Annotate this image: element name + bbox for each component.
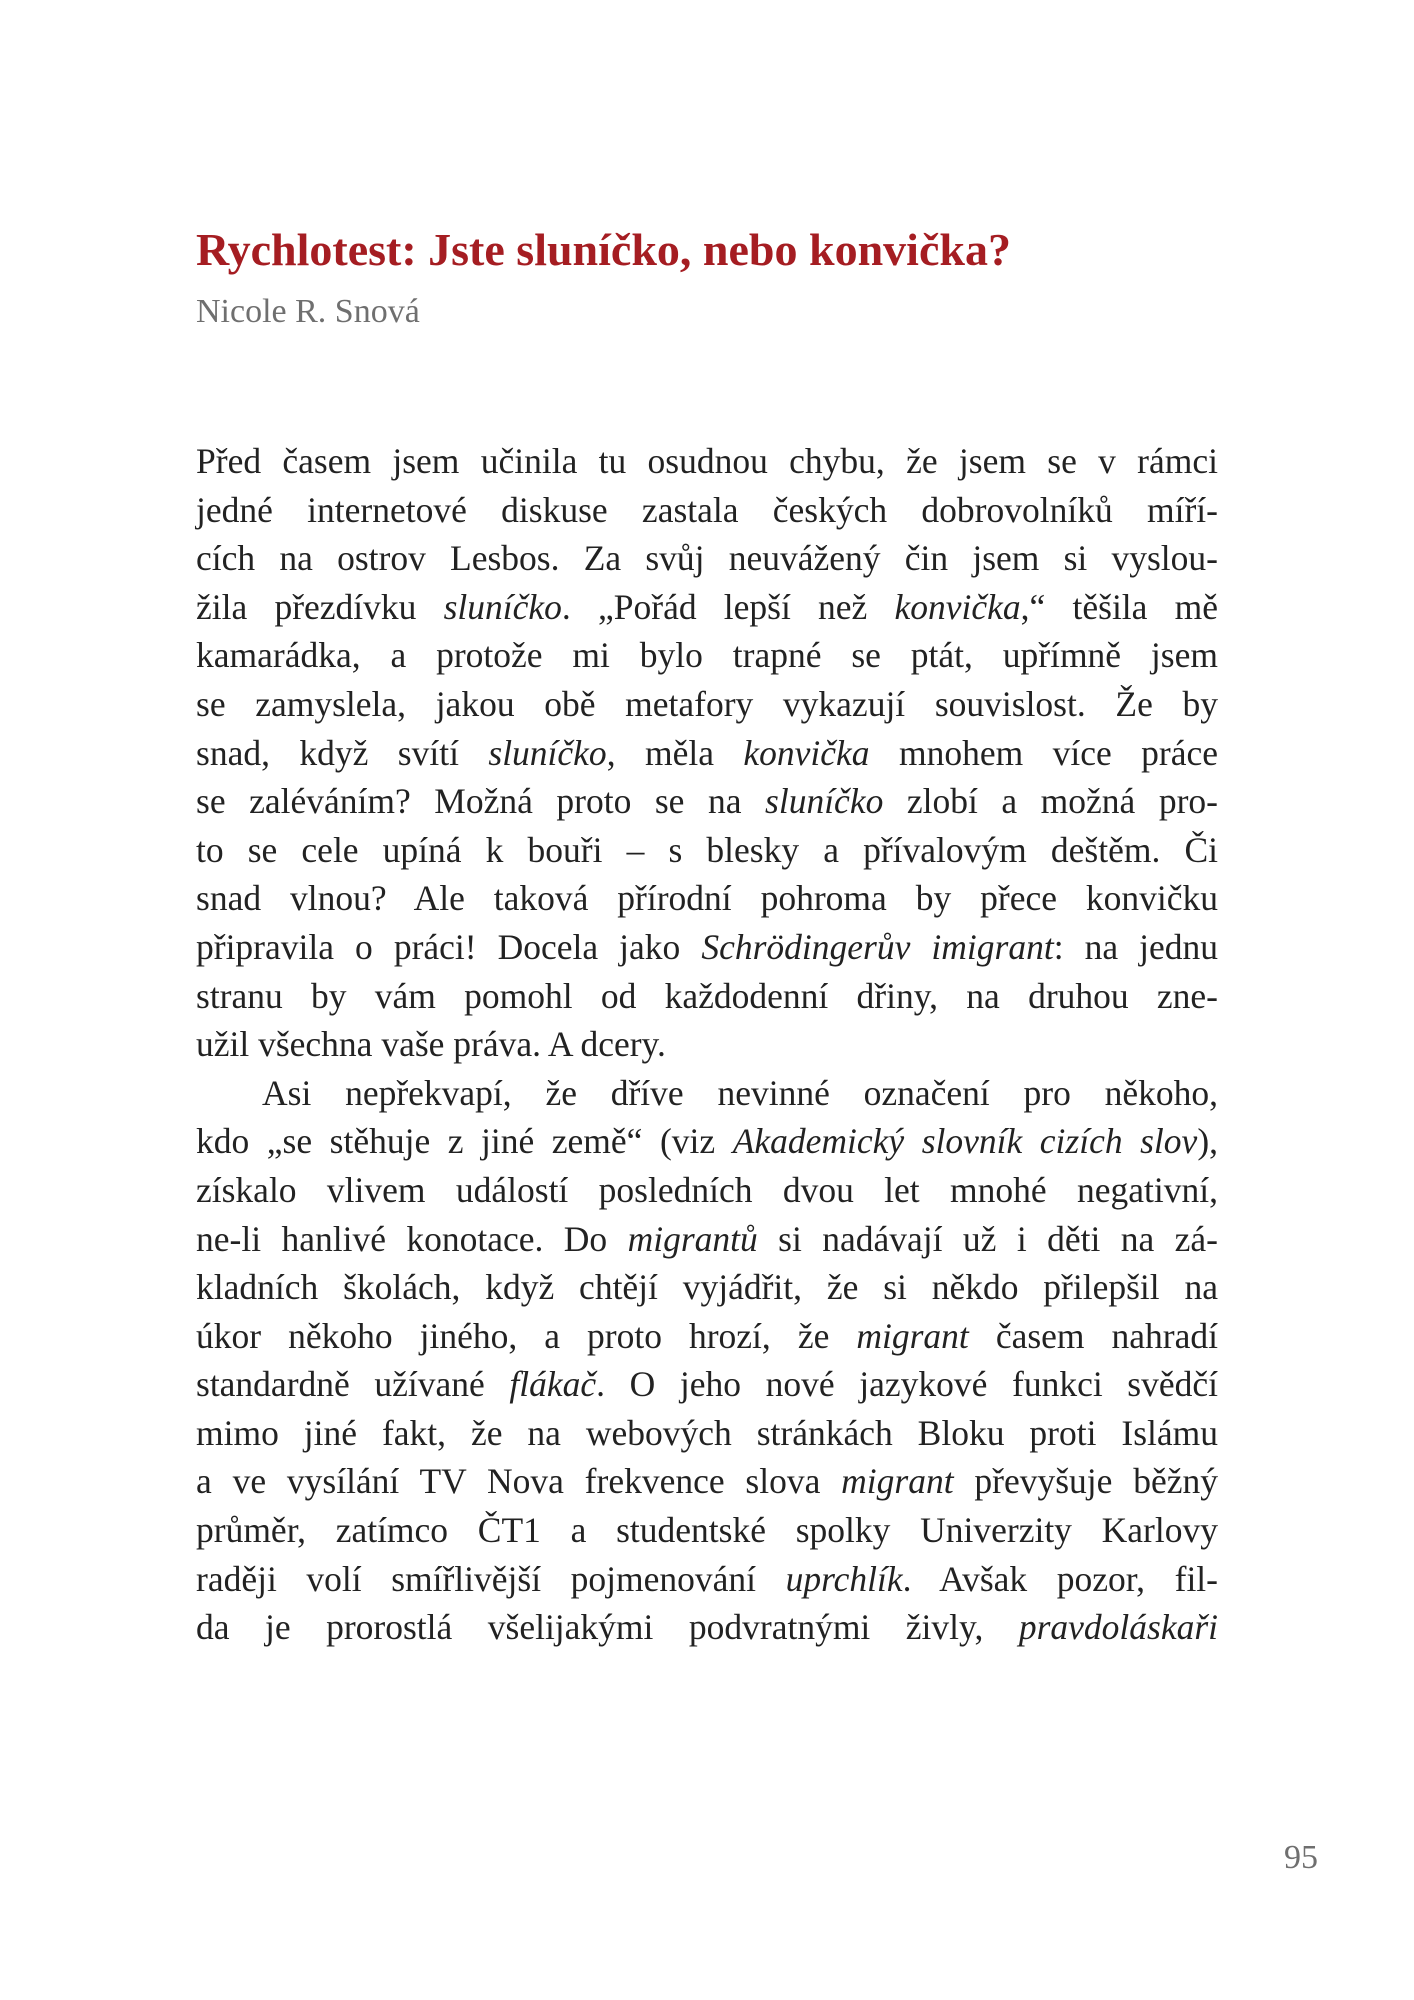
text-line: se zaléváním? Možná proto se na sluníčko zlobí a možná pro-: [196, 781, 1218, 822]
text-line: raději volí smířlivější pojmenování uprchlík. Avšak pozor, fil-: [196, 1558, 1218, 1599]
text-line: snad vlnou? Ale taková přírodní pohroma by přece konvičku: [196, 878, 1218, 919]
body-text: [196, 437, 1218, 1652]
text-line: standardně užívané flákač. O jeho nové jazykové funkci svědčí: [196, 1364, 1218, 1405]
chapter-title: Rychlotest: Jste sluníčko, nebo konvička?: [196, 224, 1011, 275]
text-line: da je prorostlá všelijakými podvratnými živly, pravdoláskaři: [196, 1607, 1218, 1648]
text-line: ne-li hanlivé konotace. Do migrantů si nadávají už i děti na zá-: [196, 1218, 1218, 1259]
text-line: kladních školách, když chtějí vyjádřit, že si někdo přilepšil na: [196, 1267, 1218, 1308]
text-line: kdo „se stěhuje z jiné země“ (viz Akademický slovník cizích slov),: [196, 1121, 1219, 1162]
page-number: 95: [1284, 1839, 1318, 1876]
text-line: Asi nepřekvapí, že dříve nevinné označení pro někoho,: [262, 1072, 1218, 1113]
text-line: cích na ostrov Lesbos. Za svůj neuvážený čin jsem si vyslou-: [196, 538, 1218, 579]
text-line: získalo vlivem událostí posledních dvou let mnohé negativní,: [196, 1169, 1218, 1210]
text-line: se zamyslela, jakou obě metafory vykazují souvislost. Že by: [196, 683, 1218, 724]
text-line: stranu by vám pomohl od každodenní dřiny, na druhou zne-: [196, 975, 1218, 1016]
text-line: užil všechna vaše práva. A dcery.: [196, 1024, 666, 1065]
text-line: Před časem jsem učinila tu osudnou chybu, že jsem se v rámci: [196, 441, 1218, 481]
text-line: úkor někoho jiného, a proto hrozí, že migrant časem nahradí: [196, 1315, 1218, 1356]
text-line: jedné internetové diskuse zastala českých dobrovolníků míří-: [196, 489, 1218, 530]
text-line: průměr, zatímco ČT1 a studentské spolky Univerzity Karlovy: [196, 1510, 1218, 1551]
text-line: to se cele upíná k bouři – s blesky a přívalovým deštěm. Či: [196, 829, 1218, 870]
author-name: Nicole R. Snová: [196, 293, 420, 330]
text-line: připravila o práci! Docela jako Schrödingerův imigrant: na jednu: [196, 926, 1218, 967]
text-line: a ve vysílání TV Nova frekvence slova migrant převyšuje běžný: [196, 1461, 1218, 1502]
text-line: žila přezdívku sluníčko. „Pořád lepší než konvička,“ těšila mě: [196, 586, 1219, 627]
text-line: kamarádka, a protože mi bylo trapné se ptát, upřímně jsem: [196, 635, 1218, 676]
text-line: mimo jiné fakt, že na webových stránkách Bloku proti Islámu: [196, 1412, 1218, 1453]
text-line: snad, když svítí sluníčko, měla konvička mnohem více práce: [196, 732, 1219, 773]
